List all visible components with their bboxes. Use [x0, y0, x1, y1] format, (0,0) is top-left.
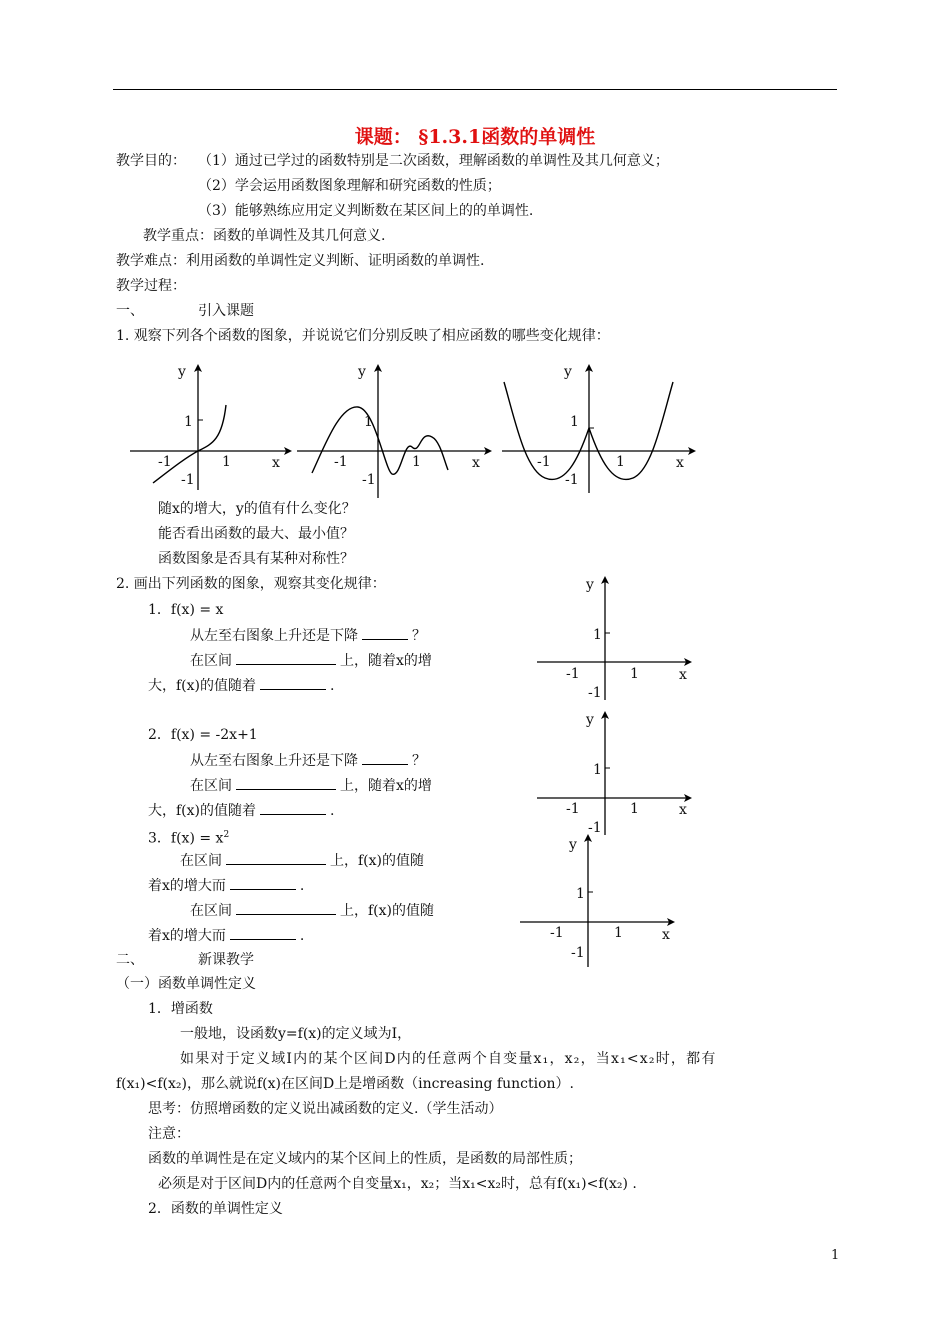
graph-1	[130, 364, 290, 490]
section1-title: 引入课题	[198, 303, 254, 319]
f1-line2: 在区间 上，随着x的增	[190, 650, 432, 671]
axes-2-tick-yneg1: -1	[588, 820, 602, 836]
definition-2-title: 2．函数的单调性定义	[148, 1201, 283, 1217]
increasing-p2: 如果对于定义域I内的某个区间D内的任意两个自变量x₁，x₂，当x₁<x₂时，都有	[180, 1051, 717, 1067]
graph-2-x-label: x	[472, 455, 480, 471]
f3-line4: 着x的增大而 .	[148, 925, 304, 946]
graph-3	[502, 364, 694, 493]
graph-1-tick-yneg1: -1	[181, 472, 195, 488]
f1-line3: 大，f(x)的值随着 .	[148, 675, 334, 696]
f3-heading: 3．$f(x) = x^2$	[148, 830, 230, 847]
graph-2-tick-1: 1	[364, 414, 373, 430]
section2-number: 二、	[116, 952, 144, 968]
f3-blank-change-2[interactable]	[230, 925, 296, 940]
axes-1-tick-yneg1: -1	[588, 685, 602, 701]
axes-1-y-label: y	[586, 577, 594, 593]
axes-2-tick-x1: 1	[630, 801, 639, 817]
f3-blank-interval-2[interactable]	[236, 900, 336, 915]
axes-1-tick-1: 1	[593, 627, 602, 643]
axes-1-tick-x1: 1	[630, 666, 639, 682]
axes-2-x-label: x	[679, 802, 687, 818]
section1-number: 一、	[116, 303, 144, 319]
f3-blank-interval-1[interactable]	[226, 850, 326, 865]
axes-2-y-label: y	[586, 712, 594, 728]
graph-3-y-label: y	[564, 364, 572, 380]
key-point: 教学重点：函数的单调性及其几何意义.	[143, 228, 386, 244]
axes-1-x-label: x	[679, 667, 687, 683]
objective-3: （3）能够熟练应用定义判断数在某区间上的的单调性.	[198, 203, 534, 219]
f2-line3: 大，f(x)的值随着 .	[148, 800, 334, 821]
graph-3-tick-x1: 1	[616, 454, 625, 470]
note-label: 注意：	[148, 1126, 190, 1142]
axes-3-y-label: y	[569, 837, 577, 853]
increasing-p1: 一般地，设函数y=f(x)的定义域为I，	[180, 1026, 412, 1042]
f3-line1: 在区间 上，f(x)的值随	[180, 850, 424, 871]
blank-axes-1	[537, 577, 690, 701]
objectives-label: 教学目的：	[116, 153, 186, 169]
f3-line3: 在区间 上，f(x)的值随	[190, 900, 434, 921]
graph-1-tick-neg1: -1	[158, 454, 172, 470]
axes-2-tick-1: 1	[593, 762, 602, 778]
axes-3-tick-x1: 1	[614, 925, 623, 941]
graph-1-y-label: y	[178, 364, 186, 380]
graph-2-tick-yneg1: -1	[362, 472, 376, 488]
f1-blank-trend[interactable]	[362, 625, 408, 640]
subsection-1: （一）函数单调性定义	[116, 976, 256, 992]
graph-1-tick-1: 1	[184, 414, 193, 430]
graph-2	[297, 364, 490, 498]
axes-3-tick-yneg1: -1	[571, 945, 585, 961]
f2-line1: 从左至右图象上升还是下降 ？	[190, 750, 426, 771]
axes-3-tick-neg1: -1	[550, 925, 564, 941]
graph-3-x-label: x	[676, 455, 684, 471]
blank-axes-3	[520, 836, 673, 967]
f2-line2: 在区间 上，随着x的增	[190, 775, 432, 796]
increasing-title: 1．增函数	[148, 1001, 213, 1017]
section2-title: 新课教学	[198, 952, 254, 968]
difficulty: 教学难点：利用函数的单调性定义判断、证明函数的单调性.	[116, 253, 485, 269]
f1-heading: 1．f(x) = x	[148, 602, 224, 618]
f2-blank-trend[interactable]	[362, 750, 408, 765]
axes-3-x-label: x	[662, 927, 670, 943]
blank-axes-2	[537, 712, 690, 836]
page-title: 课题： §1.3.1函数的单调性	[354, 126, 596, 148]
graph-2-y-label: y	[358, 364, 366, 380]
f2-heading: 2．f(x) = -2x+1	[148, 727, 258, 743]
f2-blank-change[interactable]	[260, 800, 326, 815]
q1-question-1: 随x的增大，y的值有什么变化？	[158, 501, 356, 517]
process-label: 教学过程：	[116, 278, 186, 294]
axes-1-tick-neg1: -1	[566, 666, 580, 682]
page-number: 1	[831, 1248, 840, 1263]
graph-3-tick-yneg1: -1	[565, 472, 579, 488]
note-1: 函数的单调性是在定义域内的某个区间上的性质，是函数的局部性质；	[148, 1151, 582, 1167]
increasing-p3: f(x₁)<f(x₂)，那么就说f(x)在区间D上是增函数（increasing function）.	[116, 1076, 574, 1092]
question-2: 2. 画出下列函数的图象，观察其变化规律：	[116, 576, 386, 592]
graph-1-x-label: x	[272, 455, 280, 471]
f2-blank-interval[interactable]	[236, 775, 336, 790]
q1-question-3: 函数图象是否具有某种对称性？	[158, 551, 354, 567]
graph-2-curve	[312, 407, 448, 474]
note-2: 必须是对于区间D内的任意两个自变量x₁，x₂；当x₁<x₂时，总有f(x₁)<f(x₂) .	[158, 1176, 637, 1192]
graph-3-tick-1: 1	[570, 414, 579, 430]
graph-1-tick-x1: 1	[222, 454, 231, 470]
f3-blank-change-1[interactable]	[230, 875, 296, 890]
f1-line1: 从左至右图象上升还是下降 ？	[190, 625, 426, 646]
f3-line2: 着x的增大而 .	[148, 875, 304, 896]
axes-2-tick-neg1: -1	[566, 801, 580, 817]
q1-question-2: 能否看出函数的最大、最小值？	[158, 526, 354, 542]
graph-2-tick-neg1: -1	[334, 454, 348, 470]
graph-3-tick-neg1: -1	[537, 454, 551, 470]
f1-blank-interval[interactable]	[236, 650, 336, 665]
think-prompt: 思考：仿照增函数的定义说出减函数的定义.（学生活动）	[148, 1101, 503, 1117]
graph-2-tick-x1: 1	[412, 454, 421, 470]
objective-1: （1）通过已学过的函数特别是二次函数，理解函数的单调性及其几何意义；	[198, 153, 669, 169]
question-1: 1. 观察下列各个函数的图象，并说说它们分别反映了相应函数的哪些变化规律：	[116, 328, 610, 344]
axes-3-tick-1: 1	[576, 886, 585, 902]
objective-2: （2）学会运用函数图象理解和研究函数的性质；	[198, 178, 501, 194]
f1-blank-change[interactable]	[260, 675, 326, 690]
